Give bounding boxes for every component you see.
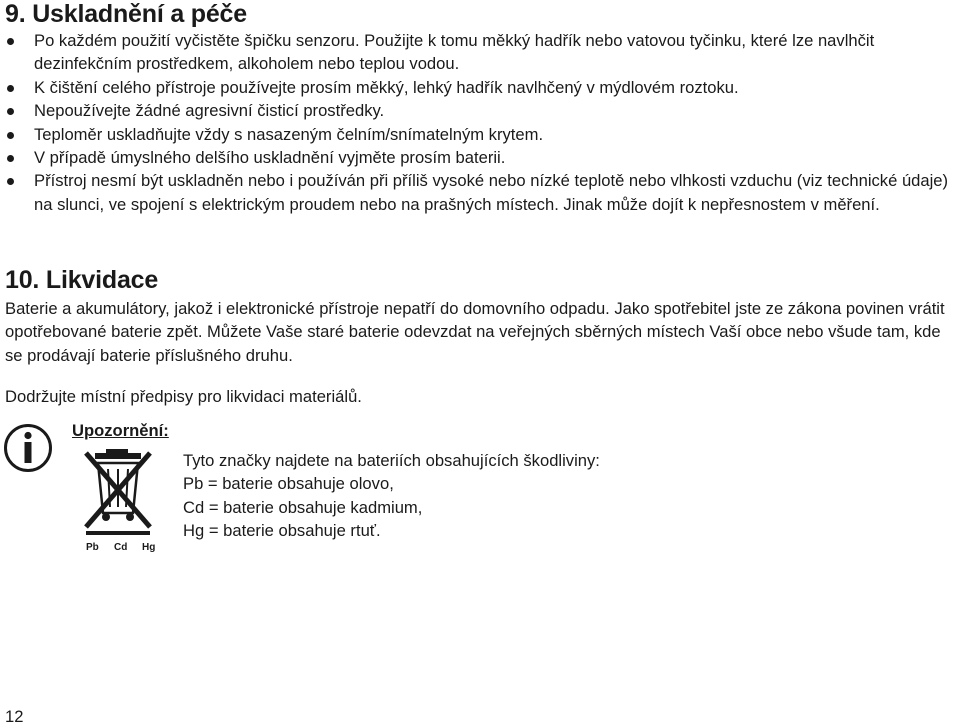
storage-bullet-item xyxy=(0,29,955,76)
page-number: 12 xyxy=(5,707,24,726)
bullet-icon xyxy=(7,178,14,185)
bin-label-pb: Pb xyxy=(86,542,99,553)
storage-bullet-item xyxy=(0,76,955,99)
storage-bullet-text: K čištění celého přístroje používejte prosím měkký, lehký hadřík navlhčený v mýdlovém roztoku. xyxy=(34,77,739,97)
disposal-heading: 10. Likvidace xyxy=(5,266,159,294)
bullet-icon xyxy=(7,155,14,162)
bullet-icon xyxy=(7,85,14,92)
bullet-icon xyxy=(7,132,14,139)
bullet-icon xyxy=(7,108,14,115)
bullet-icon xyxy=(7,38,14,45)
storage-bullet-text: Po každém použití vyčistěte špičku senzoru. Použijte k tomu měkký hadřík nebo vatovou tyčinku, které lze navlhčit dezinfekčním prostředkem, alkoholem nebo teplou vodou. xyxy=(34,31,875,74)
bin-label-hg: Hg xyxy=(142,542,156,553)
storage-bullet-text: Nepoužívejte žádné agresivní čisticí prostředky. xyxy=(34,101,385,121)
storage-bullet-item xyxy=(0,99,955,122)
storage-bullet-item xyxy=(0,123,955,146)
battery-symbols-text xyxy=(183,449,600,543)
info-icon xyxy=(3,423,53,473)
storage-bullet-list xyxy=(0,29,955,216)
storage-bullet-text: V případě úmyslného delšího uskladnění vyjměte prosím baterii. xyxy=(34,148,506,168)
crossed-bin-icon xyxy=(76,447,162,557)
storage-heading: 9. Uskladnění a péče xyxy=(5,0,247,28)
bin-label-cd: Cd xyxy=(114,542,128,553)
battery-line-hg: Hg = baterie obsahuje rtuť. xyxy=(183,521,381,541)
storage-bullet-text: Přístroj nesmí být uskladněn nebo i používán při příliš vysoké nebo nízké teplotě nebo vlhkosti vzduchu (viz technické údaje) na slunci, ve spojení s elektrickým proudem nebo na prašných místech. Jinak může dojít k nepřesnostem v měření. xyxy=(34,171,949,214)
local-rules-text: Dodržujte místní předpisy pro likvidaci materiálů. xyxy=(5,387,362,406)
battery-intro: Tyto značky najdete na bateriích obsahujících škodliviny: xyxy=(183,451,600,470)
storage-bullet-item xyxy=(0,146,955,169)
warning-title: Upozornění: xyxy=(72,421,169,440)
battery-line-cd: Cd = baterie obsahuje kadmium, xyxy=(183,497,423,517)
battery-line-pb: Pb = baterie obsahuje olovo, xyxy=(183,474,394,494)
disposal-paragraph: Baterie a akumulátory, jakož i elektronické přístroje nepatří do domovního odpadu. Jako spotřebitel jste ze zákona povinen vrátit opotřebované baterie zpět. Můžete Vaše staré baterie odevzdat na veřejných sběrných místech Vaší obce nebo všude tam, kde se prodávají baterie příslušného druhu. xyxy=(5,299,945,365)
storage-bullet-item xyxy=(0,169,955,216)
storage-bullet-text: Teploměr uskladňujte vždy s nasazeným čelním/snímatelným krytem. xyxy=(34,124,544,144)
